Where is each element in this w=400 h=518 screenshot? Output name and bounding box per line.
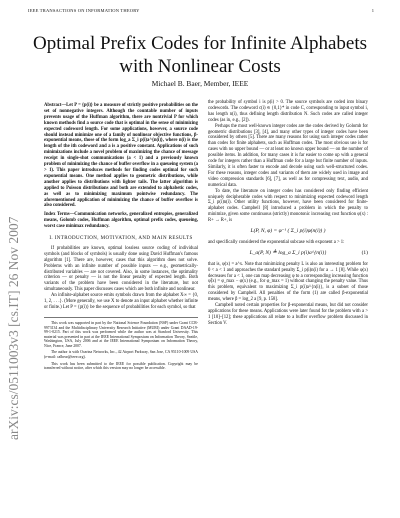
section-heading: I. INTRODUCTION, MOTIVATION, AND MAIN RESULTS (49, 236, 193, 242)
author-line: Michael B. Baer, Member, IEEE (151, 79, 249, 88)
page-number: 1 (371, 8, 374, 13)
index-terms: Index Terms—Communication networks, generalized entropies, generalized means, Golomb codes, Huffman algorithm, optimal prefix codes, queueing, worst case minimax redundancy. (44, 212, 198, 230)
body-paragraph: the probability of symbol i is p(i) > 0. The source symbols are coded into binary codewords. The codeword c(i) ∈ {0,1}* in code C, corresponding to input symbol i, has length n(i), thus defining length distribution N. Such codes are called integer codes (as in, e.g., [2]). (208, 100, 368, 123)
intro-paragraph: If probabilities are known, optimal lossless source coding of individual symbols (and blocks of symbols) is usually done using David Huffman's famous algorithm [1]. There are, however, cases that this algorithm does not solve. Problems with an infinite number of possible inputs — e.g., geometrically-distributed variables — are not covered. Also, in some instances, the optimality criterion — or penalty — is not the linear penalty of expected length. Both variants of the problem have been considered in the literature, but not simultaneously. This paper discusses cases which are both infinite and nonlinear. (44, 245, 198, 293)
body-paragraph: Perhaps the most well-known integer codes are the codes derived by Golomb for geometric distributions [3], [4], and many other types of integer codes have been considered by others [5]. There are many reasons for using such integer codes rather than codes for finite alphabets, such as Huffman codes. The most obvious use is for cases with no upper bound — or at least no known upper bound — on the number of possible items. In addition, for many cases it is far easier to come up with a general code for integers rather than a Huffman code for a large but finite number of inputs. Similarly, it is often faster to encode and decode using such well-structured codes. For these reasons, integer codes and variants of them are widely used in image and video compression standards [6], [7], as well as for compressing text, audio, and numerical data. (208, 123, 368, 188)
equation-body: L_a(P, N) ≜ log_a Σ_i p(i)a^{n(i)} (249, 249, 327, 256)
footnote: This work was supported in part by the National Science Foundation (NSF) under Grant CCR-9973134 and the Multidisciplinary University Research Initiative (MURI) under Grant DAAD-19-99-1-0215. Part of this work was performed while the author was at Stanford University. This material was presented in part at the IEEE International Symposium on Information Theory, Seattle, Washington, USA, July 2006 and at the IEEE International Symposium on Information Theory, Nice, France, June 2007. (44, 320, 198, 348)
arxiv-stamp: arXiv:cs/0511003v3 [cs.IT] 26 Nov 2007 (6, 216, 21, 440)
body-paragraph: Campbell noted certain properties for β-exponential means, but did not consider applications for these means. Applications were later found for the problem with a > 1 [10]–[12]; these applications all relate to a buffer overflow problem discussed in Section V. (208, 303, 368, 326)
body-paragraph: and specifically considered the exponential subcase with exponent a > 1: (208, 239, 345, 245)
journal-header: IEEE TRANSACTIONS ON INFORMATION THEORY (28, 8, 140, 13)
equation-exponential (208, 251, 368, 257)
body-paragraph: To date, the literature on integer codes has considered only finding efficient uniquely decipherable codes with respect to minimizing expected codeword length Σ_i p(i)n(i). Other utility functions, however, have been considered for finite-alphabet codes. Campbell [8] introduced a problem in which the penalty to minimize, given some continuous (strictly) monotonic increasing cost function φ(x) : R+ → R+, is (208, 188, 368, 224)
intro-paragraph: An infinite-alphabet source emits symbols drawn from the alphabet X∞ = {0, 1, 2, . . .}. (More generally, we use X to denote an input alphabet whether infinite or finite.) Let P = {p(i)} be the sequence of probabilities for each symbol, so that (44, 293, 198, 310)
paper-title: Optimal Prefix Codes for Infinite Alphabets with Nonlinear Costs (32, 33, 368, 77)
footnotes (44, 317, 198, 371)
right-column (208, 100, 368, 327)
equation-number: (1) (361, 249, 368, 256)
footnote: The author is with Ocarina Networks, Inc., 42 Airport Parkway, San Jose, CA 95110-1009 USA (e-mail: calbear@ieee.org). (44, 350, 198, 360)
abstract: Abstract—Let P = {p(i)} be a measure of strictly positive probabilities on the set of nonnegative integers. Although the countable number of inputs prevents usage of the Huffman algorithm, there are nontrivial P for which known methods find a source code that is optimal in the sense of minimizing expected codeword length. For some applications, however, a source code should instead minimize one of a family of nonlinear objective functions, β-exponential means, those of the form log_a Σ_i p(i)a^{n(i)}, where n(i) is the length of the ith codeword and a is a positive constant. Applications of such minimizations include a novel problem of maximizing the chance of message receipt in single-shot communications (a < 1) and a previously known problem of minimizing the chance of buffer overflow in a queueing system (a > 1). This paper introduces methods for finding codes optimal for such exponential means. One method applies to geometric distributions, while another applies to distributions with lighter tails. The latter algorithm is applied to Poisson distributions and both are extended to alphabetic codes, as well as to minimizing maximum pointwise redundancy. The aforementioned application of minimizing the chance of buffer overflow is also considered. (44, 103, 198, 209)
left-column (44, 103, 198, 373)
body-paragraph: that is, φ(x) = a^x. Note that minimizing penalty L is also an interesting problem for 0 < a < 1 and approaches the standard penalty Σ_i p(i)n(i) for a → 1 [8]. While φ(x) decreases for a < 1, one can map decreasing φ to a corresponding increasing function φ̃(x) = φ_max − φ(x) (e.g., for φ_max = 1) without changing the penalty value. Thus this problem, equivalent to maximizing Σ_i p(i)a^{n(i)}, is a subset of those considered by Campbell. All penalties of the form (1) are called β-exponential means, where β = log_2 a [9, p. 158]. (208, 261, 368, 303)
equation-campbell: L(P, N, φ) = φ⁻¹ ( Σ_i p(i)φ(n(i)) ) (250, 228, 326, 235)
footnote: This work has been submitted to the IEEE for possible publication. Copyright may be transferred without notice, after which this version may no longer be accessible. (44, 361, 198, 371)
